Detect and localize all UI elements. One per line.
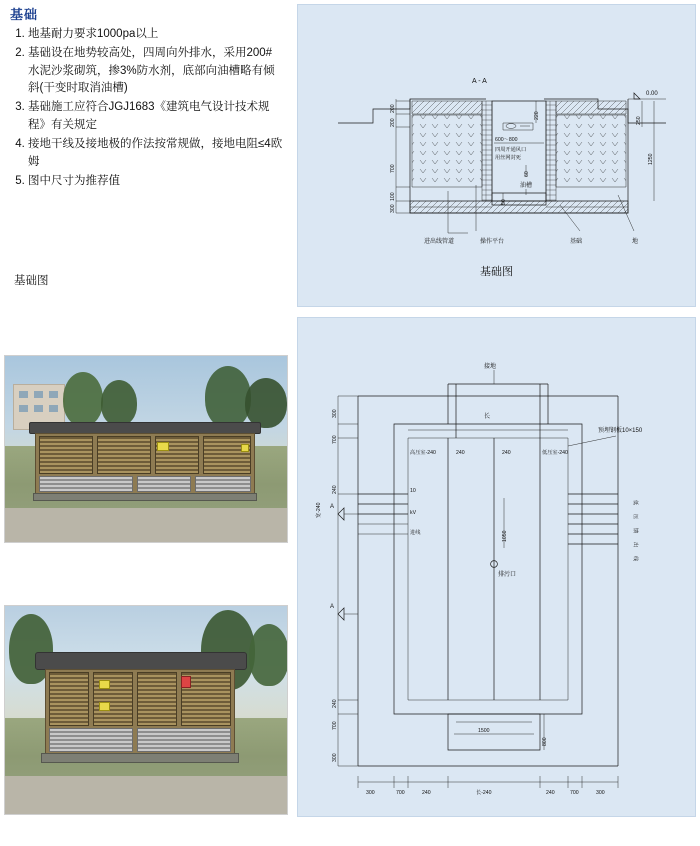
section-title: A - A xyxy=(472,78,487,85)
dim-left-240b: 240 xyxy=(332,699,338,708)
mid-240-a: 240 xyxy=(456,450,465,456)
left-caption: 基础图 xyxy=(14,275,49,287)
dim-left-300: 300 xyxy=(390,204,396,213)
dim-left-width-240: 宽-240 xyxy=(316,502,322,518)
platform-label: 操作平台 xyxy=(480,239,505,245)
drain-label: 排污口 xyxy=(498,572,517,578)
hv-left-label: 高压室-240 xyxy=(410,450,436,456)
cabinet-louver xyxy=(203,436,251,474)
section-caption: 基础图 xyxy=(480,266,513,278)
list-item: 2. 基础设在地势较高处，四周向外排水，采用200#水泥沙浆砌筑，掺3%防水剂，底部向油槽略有倾斜(干变时取消油槽) xyxy=(28,45,283,98)
dim-right-1250: 1250 xyxy=(648,153,654,165)
photo-tree xyxy=(63,372,103,426)
list-item: 1. 地基耐力要求1000pa以上 xyxy=(28,26,283,44)
length-label: 长 xyxy=(484,414,491,420)
mid-240-b: 240 xyxy=(502,450,511,456)
ground-label: 地 xyxy=(632,239,639,245)
photo-tree xyxy=(245,378,287,428)
page-title: 基础 xyxy=(10,7,39,22)
list-item: 4. 接地干线及接地极的作法按常规做，接地电阻≤4欧姆 xyxy=(28,136,283,172)
lv-out-label-1: 低 xyxy=(632,500,638,506)
kv-in-label: 进线 xyxy=(410,530,421,536)
cabinet-warning-label xyxy=(241,444,249,452)
cabinet-vent-grille xyxy=(39,476,133,492)
dim-left-240a: 240 xyxy=(332,485,338,494)
vent-note-2: 四周开通风口 xyxy=(495,147,527,153)
lv-out-label-4: 出 xyxy=(632,542,638,548)
dim-left-300a: 300 xyxy=(332,409,338,418)
lv-out-label-3: 馈 xyxy=(632,528,638,534)
dim-bottom-300b: 300 xyxy=(596,790,605,796)
dim-left-200b: 200 xyxy=(390,118,396,127)
dim-1500: 1500 xyxy=(478,728,490,734)
cabinet-base xyxy=(33,493,257,501)
dim-right-250: 250 xyxy=(636,116,642,125)
cabinet-louver xyxy=(49,672,89,726)
photo-tree xyxy=(101,380,137,426)
kv-unit-label: kV xyxy=(410,510,417,516)
embedded-plate-label: 预埋钢板10×150 xyxy=(598,428,643,434)
dim-left-300b: 300 xyxy=(332,753,338,762)
dim-left-700: 700 xyxy=(390,164,396,173)
grounding-label: 接地 xyxy=(484,364,497,370)
photo-tree xyxy=(249,624,288,686)
cabinet-vent-grille xyxy=(195,476,251,492)
cabinet-louver xyxy=(39,436,93,474)
dim-left-700b: 700 xyxy=(332,721,338,730)
cabinet-louver xyxy=(137,672,177,726)
vent-note-3: 用丝网封死 xyxy=(495,155,521,161)
dim-1050: 1050 xyxy=(502,530,508,542)
dim-bottom-300a: 300 xyxy=(366,790,375,796)
kv-10-label: 10 xyxy=(410,488,416,494)
dim-bottom-700b: 700 xyxy=(570,790,579,796)
level-label: 0.00 xyxy=(646,91,658,97)
dim-mid-50: 50 xyxy=(501,199,507,205)
lv-out-label-2: 压 xyxy=(632,514,638,520)
list-item: 3. 基础施工应符合JGJ1683《建筑电气设计技术规程》有关规定 xyxy=(28,99,283,135)
cabinet-warning-label xyxy=(157,442,169,451)
lv-out-label-5: 线 xyxy=(632,556,638,562)
section-mark-left-2: A xyxy=(330,604,335,610)
kiosk-substation-photo-side xyxy=(4,605,288,815)
oil-groove-label: 油槽 xyxy=(520,183,533,189)
dim-left-100: 100 xyxy=(390,192,396,201)
dim-bottom-240b: 240 xyxy=(546,790,555,796)
photo-road xyxy=(5,508,287,543)
cabinet-warning-label xyxy=(181,676,191,688)
cabinet-base xyxy=(41,753,239,763)
kiosk-substation-photo-front xyxy=(4,355,288,543)
specification-list xyxy=(8,26,283,191)
dim-left-200a: 200 xyxy=(390,104,396,113)
cabinet-warning-label xyxy=(99,702,110,711)
plan-drawing-svg xyxy=(298,318,697,818)
dim-800: 800 xyxy=(542,737,548,746)
dim-bottom-length-240: 长-240 xyxy=(476,790,492,796)
photo-tree xyxy=(205,366,251,428)
foundation-label: 基础 xyxy=(570,239,583,245)
list-item: 5. 图中尺寸为推荐值 xyxy=(28,173,283,191)
dim-bottom-700a: 700 xyxy=(396,790,405,796)
vent-note-1: 600～800 xyxy=(495,137,518,143)
section-drawing-panel xyxy=(297,4,696,307)
cabinet-louver xyxy=(97,436,151,474)
cabinet-vent-grille xyxy=(137,476,191,492)
dim-mid-220: 220 xyxy=(534,111,540,120)
cable-duct-label: 进出线管道 xyxy=(424,239,455,245)
dim-mid-60: 60 xyxy=(524,171,530,177)
cabinet-vent-grille xyxy=(49,728,133,752)
cabinet-vent-grille xyxy=(137,728,231,752)
cabinet-roof xyxy=(35,652,247,670)
section-mark-left: A xyxy=(330,504,335,510)
photo-road xyxy=(5,776,287,815)
dim-bottom-240a: 240 xyxy=(422,790,431,796)
hv-right-label: 低压室-240 xyxy=(542,450,568,456)
cabinet-warning-label xyxy=(99,680,110,689)
dim-left-700a: 700 xyxy=(332,435,338,444)
plan-drawing-panel xyxy=(297,317,696,817)
